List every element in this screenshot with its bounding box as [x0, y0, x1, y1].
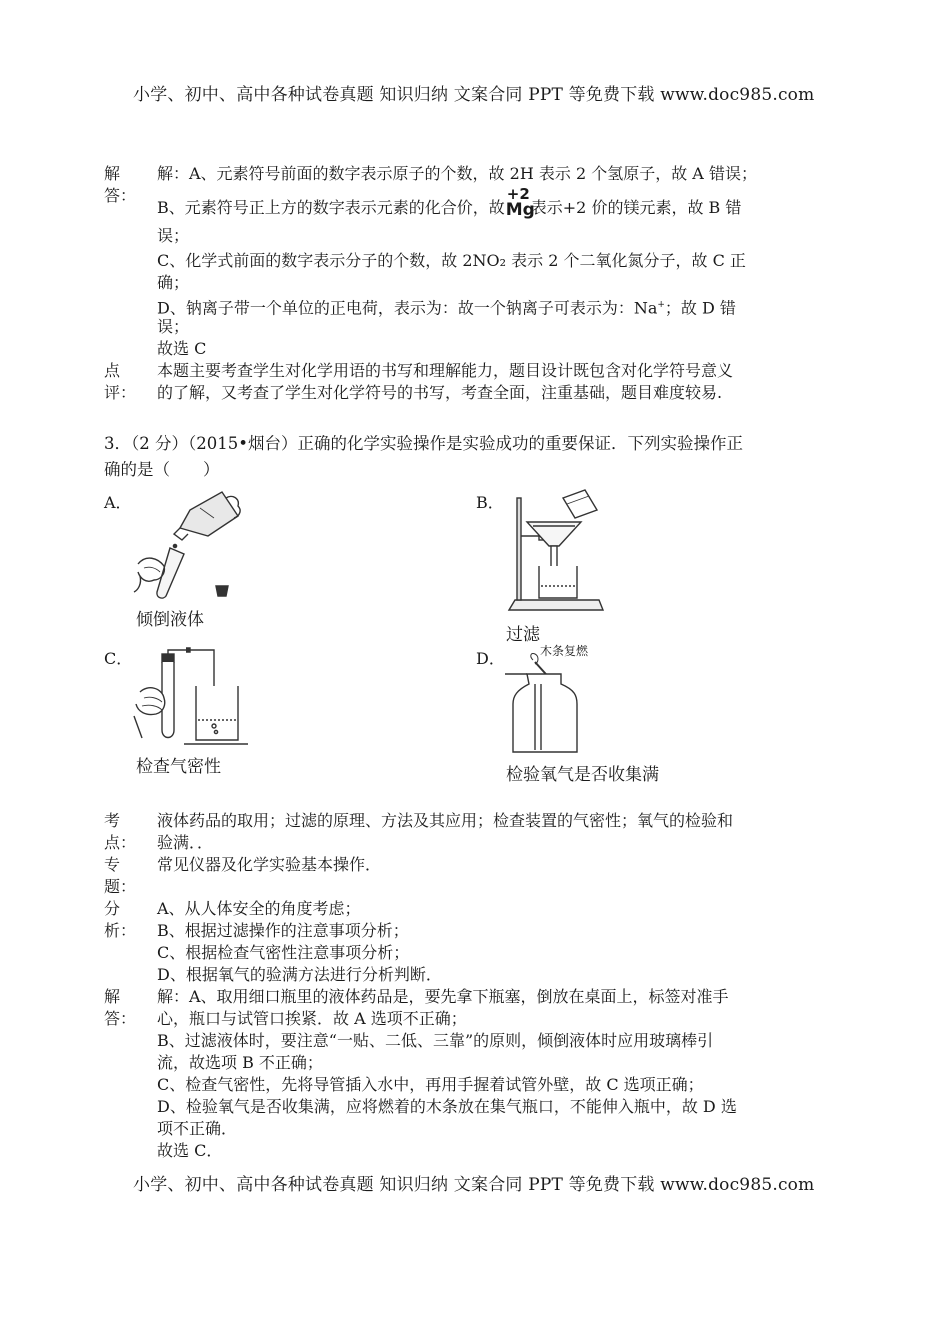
zhuanti-label: 专 题：: [104, 855, 137, 896]
question-line-1: 3．（2 分）（2015•烟台）正确的化学实验操作是实验成功的重要保证．下列实验操作正: [104, 434, 743, 453]
figure-a-pouring-liquid: [130, 488, 250, 598]
answer-line-c: C、化学式前面的数字表示分子的个数，故 2NO₂ 表示 2 个二氧化氮分子，故 C 正: [157, 251, 746, 270]
answer-line-c2: 确；: [157, 273, 190, 292]
page-header: 小学、初中、高中各种试卷真题 知识归纳 文案合同 PPT 等免费下载 www.doc985.com: [133, 85, 815, 105]
jieda-line-1: 解：A、取用细口瓶里的液体药品是，要先拿下瓶塞，倒放在桌面上，标签对准手: [157, 987, 729, 1006]
jieda-line-2: 心，瓶口与试管口挨紧．故 A 选项不正确；: [157, 1009, 467, 1028]
answer-line-a: 解：A、元素符号前面的数字表示原子的个数，故 2H 表示 2 个氢原子，故 A 错误；: [157, 164, 757, 183]
figure-b-filtration: [505, 488, 605, 618]
jieda-line-8: 故选 C．: [157, 1141, 223, 1160]
answer-line-d2: 误；: [157, 317, 190, 336]
kaodian-line-2: 验满．．: [157, 833, 214, 852]
option-d-letter: D．: [476, 649, 505, 668]
option-c-caption: 检查气密性: [136, 757, 221, 777]
fenxi-line-2: B、根据过滤操作的注意事项分析；: [157, 921, 409, 940]
option-c-letter: C．: [104, 649, 133, 668]
option-b-caption: 过滤: [506, 625, 540, 645]
answer-line-b: B、元素符号正上方的数字表示元素的化合价，故 +2 Mg 表示+2 价的镁元素，故 B 错: [157, 185, 742, 220]
jieda-line-4: 流，故选项 B 不正确；: [157, 1053, 323, 1072]
comment-line-2: 的了解，又考查了学生对化学符号的书写，考查全面，注重基础，题目难度较易.: [157, 383, 723, 402]
figure-c-airtightness-check: [130, 646, 250, 746]
jieda-line-7: 项不正确．: [157, 1119, 238, 1138]
jieda-line-6: D、检验氧气是否收集满，应将燃着的木条放在集气瓶口，不能伸入瓶中，故 D 选: [157, 1097, 737, 1116]
fenxi-label: 分 析：: [104, 899, 137, 940]
answer-line-b2: 误；: [157, 226, 190, 245]
jieda-label: 解 答：: [104, 987, 137, 1028]
answer-label: 解 答：: [104, 164, 137, 205]
fenxi-line-1: A、从人体安全的角度考虑；: [157, 899, 361, 918]
option-a-caption: 倾倒液体: [136, 610, 204, 630]
question-line-2: 确的是（ ）: [104, 460, 220, 479]
option-d-caption: 检验氧气是否收集满: [506, 765, 659, 785]
comment-line-1: 本题主要考查学生对化学用语的书写和理解能力，题目设计既包含对化学符号意义: [157, 361, 734, 380]
zhuanti-line-1: 常见仪器及化学实验基本操作．: [157, 855, 382, 874]
fenxi-line-4: D、根据氧气的验满方法进行分析判断．: [157, 965, 442, 984]
answer-choice: 故选 C: [157, 339, 207, 358]
figure-d-label: 木条复燃: [540, 644, 589, 658]
fenxi-line-3: C、根据检查气密性注意事项分析；: [157, 943, 410, 962]
jieda-line-5: C、检查气密性，先将导管插入水中，再用手握着试管外壁，故 C 选项正确；: [157, 1075, 704, 1094]
kaodian-line-1: 液体药品的取用；过滤的原理、方法及其应用；检查装置的气密性；氧气的检验和: [157, 811, 734, 830]
figure-d-oxygen-check: [505, 660, 595, 760]
answer-line-d: D、钠离子带一个单位的正电荷，表示为：故一个钠离子可表示为：Na+；故 D 错: [157, 298, 736, 318]
comment-label: 点 评：: [104, 361, 137, 402]
option-a-letter: A．: [104, 493, 132, 512]
mg-valence-symbol: +2 Mg: [505, 185, 535, 220]
jieda-line-3: B、过滤液体时，要注意“一贴、二低、三靠”的原则，倾倒液体时应用玻璃棒引: [157, 1031, 714, 1050]
kaodian-label: 考 点：: [104, 811, 137, 852]
option-b-letter: B．: [476, 493, 504, 512]
page-footer: 小学、初中、高中各种试卷真题 知识归纳 文案合同 PPT 等免费下载 www.doc985.com: [133, 1175, 815, 1195]
